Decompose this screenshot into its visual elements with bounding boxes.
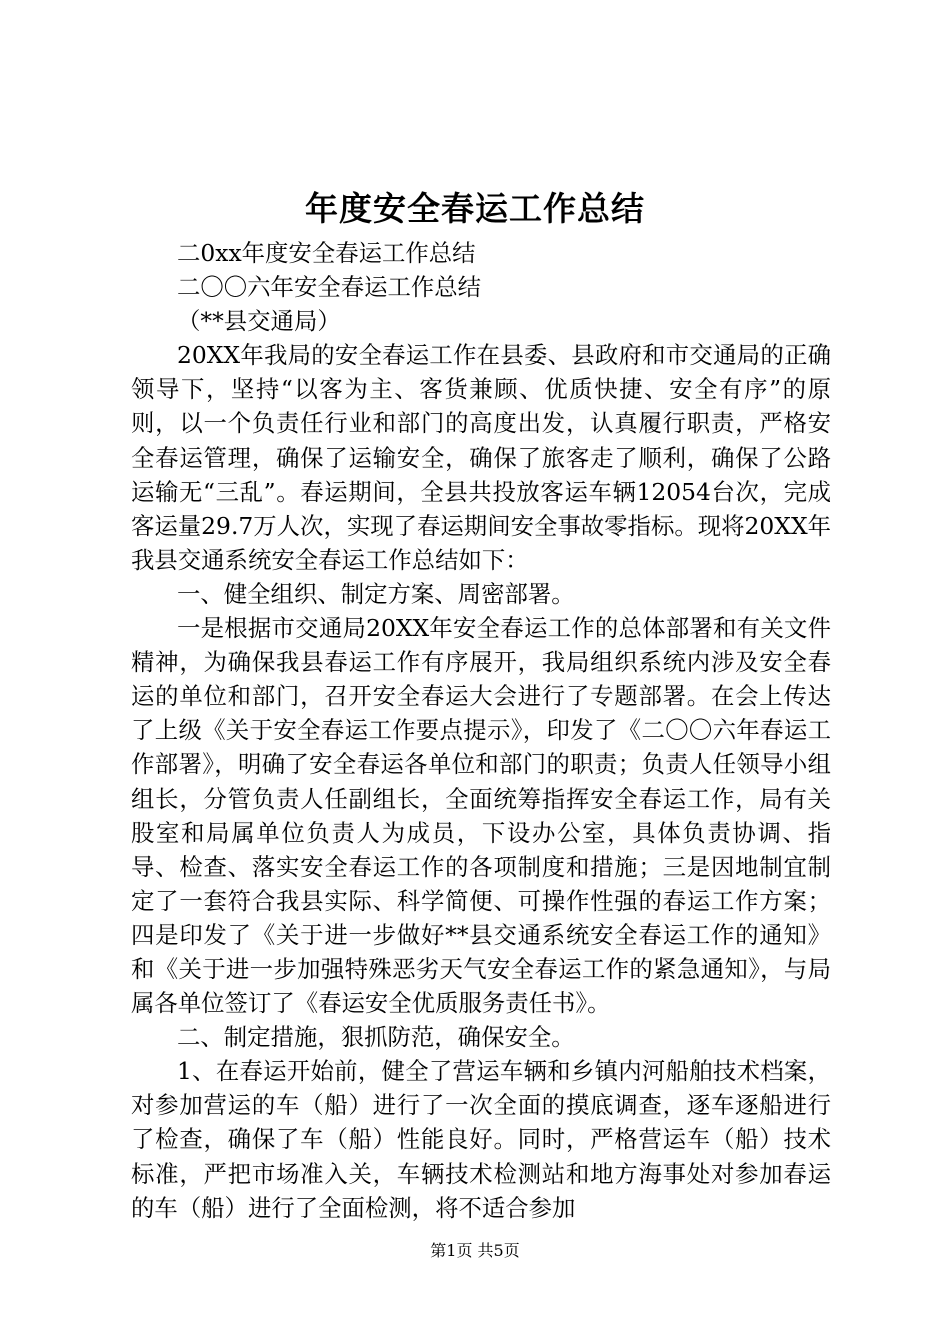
paragraph-section-1: 一是根据市交通局20XX年安全春运工作的总体部署和有关文件精神，为确保我县春运工作有序展开，我局组织系统内涉及安全春运的单位和部门，召开安全春运大会进行了专题部署。在会上传达了上级《关于安全春运工作要点提示》，印发了《二〇〇六年春运工作部署》，明确了安全春运各单位和部门的职责；负责人任领导小组组长，分管负责人任副组长，全面统筹指挥安全春运工作，局有关股室和局属单位负责人为成员，下设办公室，具体负责协调、指导、检查、落实安全春运工作的各项制度和措施；三是因地制宜制定了一套符合我县实际、科学简便、可操作性强的春运工作方案；四是印发了《关于进一步做好**县交通系统安全春运工作的通知》和《关于进一步加强特殊恶劣天气安全春运工作的紧急通知》，与局属各单位签订了《春运安全优质服务责任书》。 — [131, 614, 831, 1018]
paragraph-subtitle-2: 二〇〇六年安全春运工作总结 — [177, 273, 482, 302]
section-heading-2: 二、制定措施，狠抓防范，确保安全。 — [177, 1023, 575, 1052]
document-body — [131, 236, 831, 1225]
page-footer: 第1页 共5页 — [430, 1241, 520, 1260]
paragraph-author: （**县交通局） — [177, 307, 341, 336]
paragraph-intro: 20XX年我局的安全春运工作在县委、县政府和市交通局的正确领导下，坚持“以客为主、客货兼顾、优质快捷、安全有序”的原则，以一个负责任行业和部门的高度出发，认真履行职责，严格安全春运管理，确保了运输安全，确保了旅客走了顺利，确保了公路运输无“三乱”。春运期间，全县共投放客运车辆12054台次，完成客运量29.7万人次，实现了春运期间安全事故零指标。现将20XX年我县交通系统安全春运工作总结如下： — [131, 341, 831, 574]
paragraph-section-2-item-1: 1、在春运开始前，健全了营运车辆和乡镇内河船舶技术档案，对参加营运的车（船）进行了一次全面的摸底调查，逐车逐船进行了检查，确保了车（船）性能良好。同时，严格营运车（船）技术标准，严把市场准入关，车辆技术检测站和地方海事处对参加春运的车（船）进行了全面检测，将不适合参加 — [131, 1057, 831, 1222]
section-heading-1: 一、健全组织、制定方案、周密部署。 — [177, 579, 575, 608]
paragraph-subtitle-1: 二0xx年度安全春运工作总结 — [177, 239, 476, 267]
document-title: 年度安全春运工作总结 — [305, 189, 645, 228]
